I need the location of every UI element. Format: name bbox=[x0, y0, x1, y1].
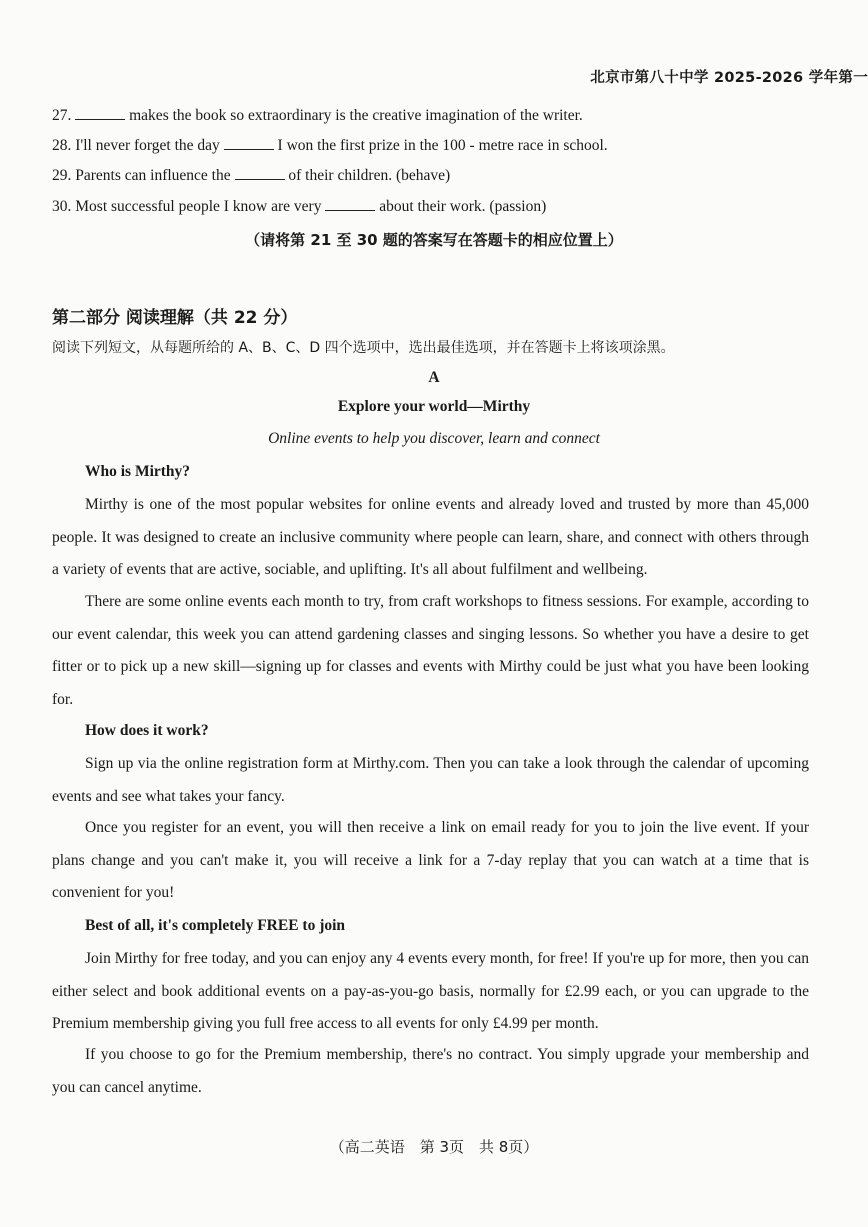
question-text-before: Parents can influence the bbox=[75, 167, 235, 184]
question-30 bbox=[52, 198, 546, 216]
page-footer: （高二英语 第 3页 共 8页） bbox=[329, 1138, 539, 1156]
question-29 bbox=[52, 167, 450, 185]
section-title: 第二部分 阅读理解（共 22 分） bbox=[52, 308, 298, 328]
paragraph-3: Sign up via the online registration form at Mirthy.com. Then you can take a look through the calendar of upcoming events and see what takes your fancy. bbox=[52, 755, 809, 805]
passage-subtitle: Online events to help you discover, learn and connect bbox=[268, 430, 600, 447]
answer-sheet-note: （请将第 21 至 30 题的答案写在答题卡的相应位置上） bbox=[245, 231, 623, 249]
answer-blank bbox=[75, 107, 125, 120]
paragraph-6: If you choose to go for the Premium membership, there's no contract. You simply upgrade your membership and you can cancel anytime. bbox=[52, 1046, 809, 1096]
answer-blank bbox=[224, 137, 274, 150]
answer-blank bbox=[325, 198, 375, 211]
section-instruction: 阅读下列短文，从每题所给的 A、B、C、D 四个选项中，选出最佳选项，并在答题卡上将该项涂黑。 bbox=[52, 340, 675, 356]
question-number: 28. bbox=[52, 137, 72, 154]
paragraph-1: Mirthy is one of the most popular websites for online events and already loved and trusted by more than 45,000 people. It was designed to create an inclusive community where people can learn, share, and connect with others through a variety of events that are active, sociable, and uplifting. It's all about fulfilment and wellbeing. bbox=[52, 496, 809, 578]
paragraph-4: Once you register for an event, you will then receive a link on email ready for you to join the live event. If your plans change and you can't make it, you will receive a link for a 7-day replay that you can watch at a time that is convenient for you! bbox=[52, 819, 809, 901]
question-text-before: Most successful people I know are very bbox=[75, 198, 326, 215]
answer-blank bbox=[235, 167, 285, 180]
question-text-before: I'll never forget the day bbox=[75, 137, 224, 154]
paragraph-2: There are some online events each month to try, from craft workshops to fitness sessions. For example, according to our event calendar, this week you can attend gardening classes and singing lessons. So whether you have a desire to get fitter or to pick up a new skill—signing up for classes and events with Mirthy could be just what you have been looking for. bbox=[52, 593, 809, 708]
heading-free-to-join: Best of all, it's completely FREE to join bbox=[85, 917, 346, 934]
exam-header: 北京市第八十中学 2025-2026 学年第一 bbox=[590, 70, 868, 86]
question-text-after: I won the first prize in the 100 - metre race in school. bbox=[273, 137, 608, 154]
question-28 bbox=[52, 137, 608, 155]
question-number: 27. bbox=[52, 107, 72, 124]
question-number: 30. bbox=[52, 198, 72, 215]
heading-who-is-mirthy: Who is Mirthy? bbox=[85, 463, 191, 480]
heading-how-it-works: How does it work? bbox=[85, 722, 209, 739]
question-text-after: about their work. (passion) bbox=[375, 198, 547, 215]
question-text-after: of their children. (behave) bbox=[284, 167, 451, 184]
passage-title: Explore your world—Mirthy bbox=[337, 398, 531, 415]
question-number: 29. bbox=[52, 167, 72, 184]
paragraph-5: Join Mirthy for free today, and you can enjoy any 4 events every month, for free! If you're up for more, then you can either select and book additional events on a pay-as-you-go basis, normally for £2.99 each, or you can upgrade to the Premium membership giving you full free access to all events for only £4.99 per month. bbox=[52, 950, 809, 1032]
passage-letter: A bbox=[428, 369, 440, 386]
question-text-after: makes the book so extraordinary is the creative imagination of the writer. bbox=[125, 107, 583, 124]
question-27 bbox=[52, 107, 583, 125]
